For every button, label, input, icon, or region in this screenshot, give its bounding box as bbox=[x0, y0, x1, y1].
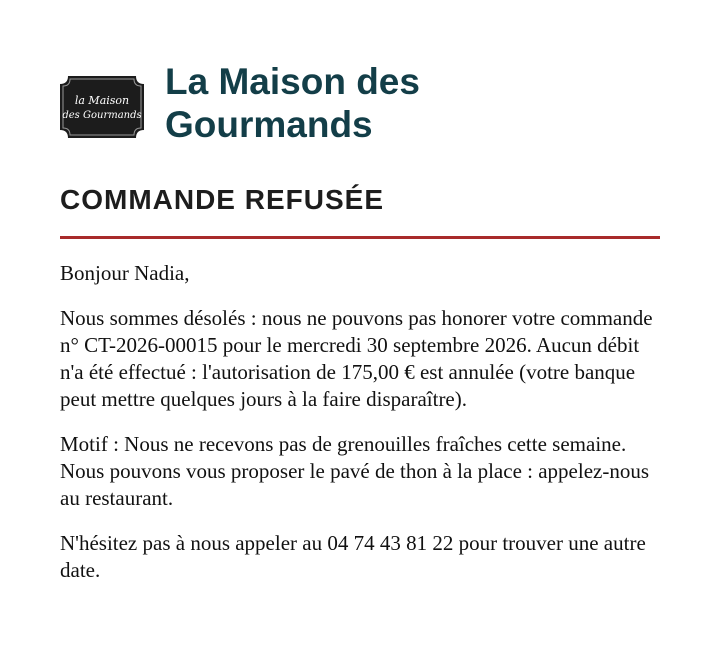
brand-name: La Maison des Gourmands bbox=[165, 61, 420, 145]
svg-text:la Maison: la Maison bbox=[74, 94, 130, 107]
brand-logo bbox=[60, 76, 144, 138]
logo-badge-icon bbox=[60, 76, 144, 138]
message-content bbox=[60, 260, 660, 602]
refusal-paragraph: Nous sommes désolés : nous ne pouvons pas honorer votre commande n° CT-2026-00015 pour le mercredi 30 septembre 2026. Aucun débit n'a été effectué : l'autorisation de 175,00 € est annulée (votre banque peut mettre quelques jours à la faire disparaître). bbox=[60, 306, 653, 411]
title-divider bbox=[60, 236, 660, 239]
contact-paragraph: N'hésitez pas à nous appeler au 04 74 43 81 22 pour trouver une autre date. bbox=[60, 531, 646, 582]
reason-paragraph: Motif : Nous ne recevons pas de grenouilles fraîches cette semaine. Nous pouvons vous proposer le pavé de thon à la place : appelez-nous au restaurant. bbox=[60, 432, 650, 510]
page-title: COMMANDE REFUSÉE bbox=[60, 184, 385, 215]
email-header bbox=[60, 58, 660, 154]
greeting: Bonjour Nadia, bbox=[60, 261, 190, 285]
svg-text:des Gourmands: des Gourmands bbox=[62, 110, 142, 121]
